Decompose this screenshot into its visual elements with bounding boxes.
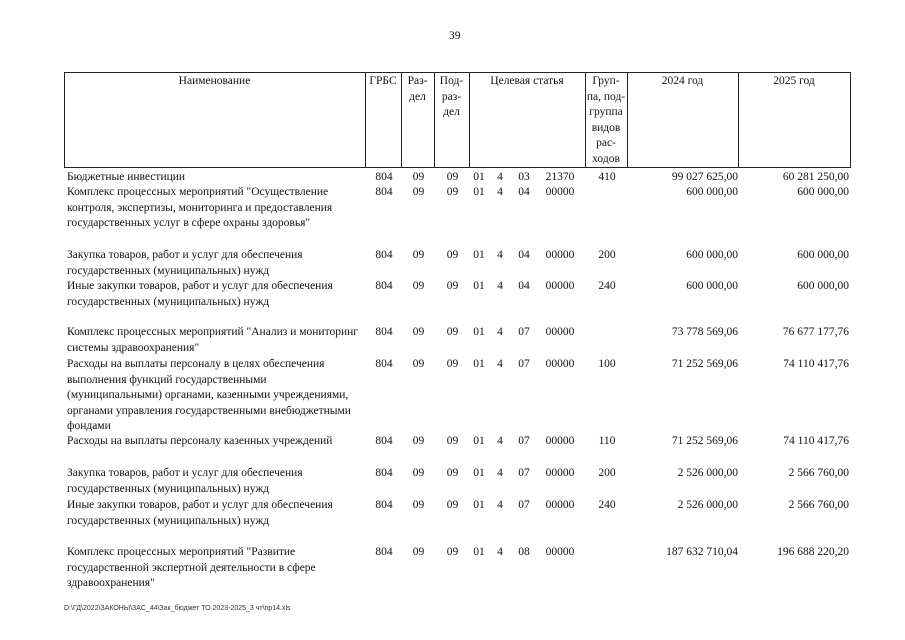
row-razdel: 09 — [412, 435, 425, 447]
row-target-1: 01 — [473, 326, 485, 338]
row-target-3: 07 — [518, 358, 530, 370]
row-2025: 2 566 760,00 — [788, 467, 849, 479]
row-grbs: 804 — [375, 499, 393, 511]
row-target-3: 03 — [518, 171, 530, 183]
row-2024: 73 778 569,06 — [671, 326, 738, 338]
header-target: Целевая статья — [490, 75, 564, 87]
row-name: Бюджетные инвестиции — [67, 171, 186, 183]
row-target-1: 01 — [473, 546, 485, 558]
row-group: 200 — [598, 467, 616, 479]
row-group: 410 — [598, 171, 616, 183]
row-group: 240 — [598, 280, 616, 292]
row-razdel: 09 — [412, 280, 425, 292]
row-grbs: 804 — [375, 546, 393, 558]
row-target-1: 01 — [473, 358, 485, 370]
row-2024: 600 000,00 — [686, 249, 738, 261]
row-target-3: 04 — [518, 186, 530, 198]
row-razdel: 09 — [412, 249, 425, 261]
row-2024: 99 027 625,00 — [671, 171, 738, 183]
row-target-4: 00000 — [545, 326, 575, 338]
row-podrazdel: 09 — [446, 280, 459, 292]
header-2024: 2024 год — [661, 75, 704, 87]
row-grbs: 804 — [375, 467, 393, 479]
row-grbs: 804 — [375, 249, 393, 261]
row-2025: 74 110 417,76 — [783, 358, 849, 370]
row-grbs: 804 — [375, 326, 393, 338]
row-name: Закупка товаров, работ и услуг для обеспечения государственных (муниципальных) нужд — [67, 467, 303, 495]
row-group: 200 — [598, 249, 616, 261]
row-target-2: 4 — [497, 358, 503, 370]
row-name: Комплекс процессных мероприятий "Анализ и мониторинг системы здравоохранения" — [67, 326, 358, 354]
row-target-4: 00000 — [545, 280, 575, 292]
row-razdel: 09 — [412, 467, 425, 479]
row-podrazdel: 09 — [446, 435, 459, 447]
row-razdel: 09 — [412, 326, 425, 338]
row-target-2: 4 — [497, 186, 503, 198]
header-group: Груп- па, под- группа видов рас- ходов — [586, 75, 626, 165]
row-grbs: 804 — [375, 280, 393, 292]
header-name: Наименование — [178, 75, 251, 87]
row-2025: 600 000,00 — [797, 280, 849, 292]
row-target-4: 00000 — [545, 546, 575, 558]
row-target-1: 01 — [473, 435, 485, 447]
row-target-4: 00000 — [545, 249, 575, 261]
row-name: Комплекс процессных мероприятий "Развитие государственной экспертной деятельности в сфере здравоохранения" — [67, 546, 316, 589]
table-header — [64, 72, 851, 168]
row-target-4: 00000 — [545, 467, 575, 479]
row-podrazdel: 09 — [446, 326, 459, 338]
row-podrazdel: 09 — [446, 546, 459, 558]
row-2024: 2 526 000,00 — [677, 467, 738, 479]
row-2024: 600 000,00 — [686, 280, 738, 292]
row-target-3: 07 — [518, 326, 530, 338]
row-2024: 600 000,00 — [686, 186, 738, 198]
row-podrazdel: 09 — [446, 171, 459, 183]
row-2025: 74 110 417,76 — [783, 435, 849, 447]
file-path-footer: D:\ГД\2022\ЗАКОНЫ\ЗАС_44\Зак_бюджет ТО 2023-2025_3 чт\пр14.xls — [64, 605, 291, 612]
row-target-1: 01 — [473, 467, 485, 479]
row-target-3: 07 — [518, 435, 530, 447]
row-target-2: 4 — [497, 326, 503, 338]
row-razdel: 09 — [412, 499, 425, 511]
row-podrazdel: 09 — [446, 186, 459, 198]
row-target-2: 4 — [497, 435, 503, 447]
row-razdel: 09 — [412, 186, 425, 198]
row-target-1: 01 — [473, 171, 485, 183]
row-2025: 76 677 177,76 — [782, 326, 849, 338]
row-2024: 71 252 569,06 — [671, 358, 738, 370]
header-2025: 2025 год — [773, 75, 815, 87]
row-target-1: 01 — [473, 249, 485, 261]
row-target-4: 00000 — [545, 186, 575, 198]
row-name: Комплекс процессных мероприятий "Осуществление контроля, экспертизы, мониторинга и предоставления государственных услуг в сфере охраны здоровья" — [67, 186, 333, 229]
row-grbs: 804 — [375, 358, 393, 370]
row-target-1: 01 — [473, 499, 485, 511]
page-number: 39 — [449, 30, 461, 42]
header-grbs: ГРБС — [369, 75, 397, 87]
row-2024: 187 632 710,04 — [666, 546, 738, 558]
row-target-2: 4 — [497, 280, 503, 292]
row-target-2: 4 — [497, 249, 503, 261]
header-podrazdel: Под- раз- дел — [439, 75, 464, 118]
row-name: Расходы на выплаты персоналу казенных учреждений — [67, 435, 333, 447]
row-target-3: 04 — [518, 280, 530, 292]
row-group: 100 — [598, 358, 616, 370]
row-2025: 600 000,00 — [797, 249, 849, 261]
header-razdel: Раз- дел — [407, 75, 428, 103]
row-podrazdel: 09 — [446, 467, 459, 479]
row-name: Расходы на выплаты персоналу в целях обеспечения выполнения функций государственными (муниципальными) органами, казенными учреждениями, органами управления государственными внебюджетными фондами — [67, 358, 351, 432]
row-razdel: 09 — [412, 358, 425, 370]
row-group: 110 — [598, 435, 616, 447]
row-2024: 71 252 569,06 — [671, 435, 738, 447]
row-target-3: 08 — [518, 546, 530, 558]
row-target-4: 00000 — [545, 435, 575, 447]
row-2025: 60 281 250,00 — [782, 171, 849, 183]
row-target-3: 04 — [518, 249, 530, 261]
row-target-4: 00000 — [545, 499, 575, 511]
row-target-2: 4 — [497, 171, 503, 183]
row-razdel: 09 — [412, 171, 425, 183]
row-name: Иные закупки товаров, работ и услуг для обеспечения государственных (муниципальных) нужд — [67, 499, 333, 527]
row-name: Закупка товаров, работ и услуг для обеспечения государственных (муниципальных) нужд — [67, 249, 303, 277]
row-podrazdel: 09 — [446, 499, 459, 511]
row-podrazdel: 09 — [446, 358, 459, 370]
row-2025: 600 000,00 — [797, 186, 849, 198]
row-2025: 196 688 220,20 — [777, 546, 849, 558]
row-target-4: 00000 — [545, 358, 575, 370]
row-name: Иные закупки товаров, работ и услуг для обеспечения государственных (муниципальных) нужд — [67, 280, 333, 308]
row-grbs: 804 — [375, 186, 393, 198]
row-target-4: 21370 — [545, 171, 575, 183]
row-target-3: 07 — [518, 467, 530, 479]
row-target-2: 4 — [497, 499, 503, 511]
row-target-1: 01 — [473, 186, 485, 198]
row-razdel: 09 — [412, 546, 425, 558]
row-target-3: 07 — [518, 499, 530, 511]
row-target-2: 4 — [497, 546, 503, 558]
row-podrazdel: 09 — [446, 249, 459, 261]
row-group: 240 — [598, 499, 616, 511]
row-grbs: 804 — [375, 171, 393, 183]
row-2025: 2 566 760,00 — [788, 499, 849, 511]
row-target-2: 4 — [497, 467, 503, 479]
row-target-1: 01 — [473, 280, 485, 292]
row-grbs: 804 — [375, 435, 393, 447]
row-2024: 2 526 000,00 — [677, 499, 738, 511]
